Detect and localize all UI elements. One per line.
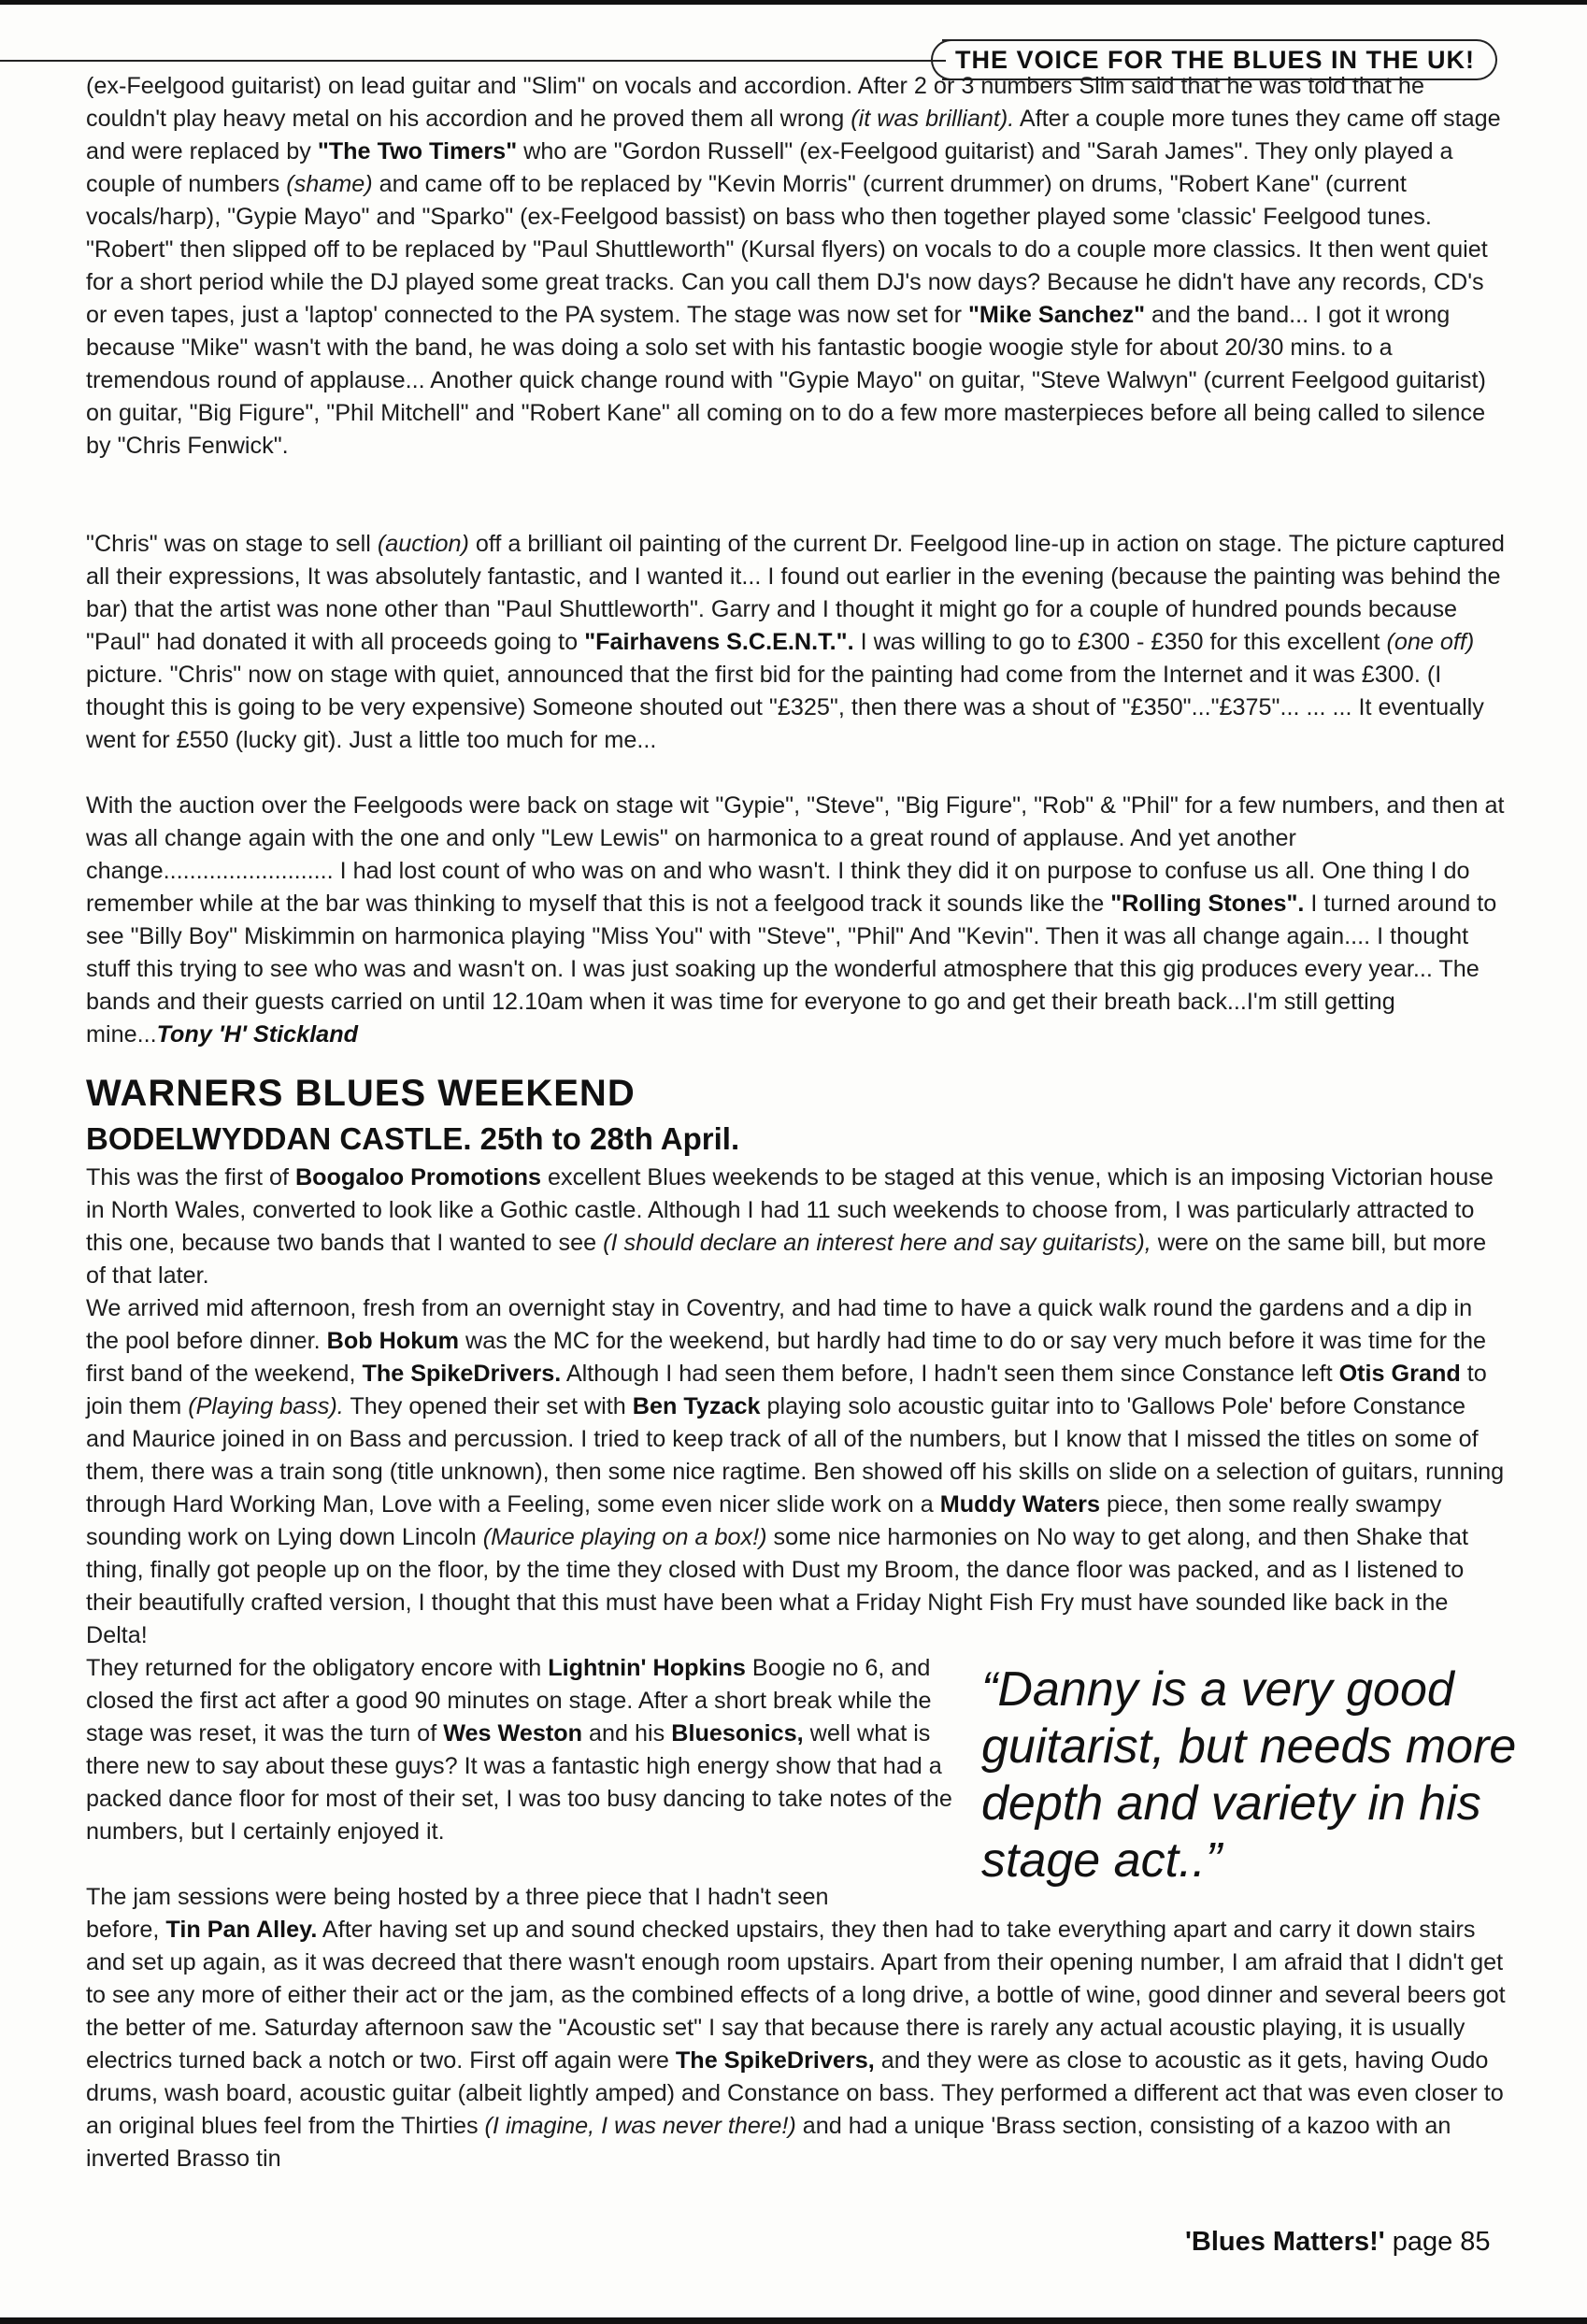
- text-run: With the auction over the Feelgoods were back on stage wit "Gypie", "Steve", "Big Figure", "Rob" & "Phil" for a few numbers, and then at was all change again with the one and only "Lew Lewis" on harmonica to a great round of applause. And yet another change.......................... I had lost count of who was on and who wasn't. I think they did it on purpose to confuse us all. One thing I do remember while at the bar was thinking to myself that this is not a feelgood track it sounds like the: [86, 792, 1505, 917]
- text-run: After having set up and sound checked upstairs, they then had to take everything apart and carry it down stairs and set up again, as it was decreed that there wasn't enough room upstairs. Apart from their opening number, I am afraid that I didn't get to see any more of either their act or the jam, as the combined effects of a long drive, a bottle of wine, good dinner and several beers got the better of me. Saturday afternoon saw the "Acoustic set" I say that because there is rarely any actual acoustic playing, it is usually electrics turned back a notch or two. First off again were: [86, 1917, 1506, 2074]
- text-run: They opened their set with: [343, 1393, 633, 1419]
- text-run: This was the first of: [86, 1164, 295, 1191]
- article2-paragraph-1: [86, 1162, 1507, 1292]
- article1-paragraph-1: [86, 70, 1507, 463]
- text-run: After a couple more tunes they came off stage and were replaced by: [86, 106, 1501, 164]
- text-run: excellent Blues weekends to be staged at this venue, which is an imposing Victorian house in North Wales, converted to look like a Gothic castle. Although I had 11 such weekends to choose from, I was particularly attracted to this one, because two bands that I wanted to see: [86, 1164, 1494, 1256]
- article2-title: WARNERS BLUES WEEKEND: [86, 1073, 636, 1114]
- emphasis-text: "Fairhavens S.C.E.N.T.".: [584, 629, 854, 655]
- text-run: some nice harmonies on No way to get along, and then Shake that thing, finally got people up on the floor, by the time they closed with Dust my Broom, the dance floor was packed, and as I listened to their beautifully crafted version, I thought that this must have been what a Friday Night Fish Fry must have sounded like back in the Delta!: [86, 1524, 1469, 1648]
- bottom-rule: [0, 2317, 1587, 2324]
- emphasis-text: Otis Grand: [1338, 1361, 1461, 1387]
- emphasis-text: (I imagine, I was never there!): [484, 2113, 796, 2139]
- top-rule: [0, 0, 1587, 5]
- text-run: off a brilliant oil painting of the current Dr. Feelgood line-up in action on stage. The picture captured all their expressions, It was absolutely fantastic, and I wanted it... I found out earlier in the evening (because the painting was behind the bar) that the artist was none other than "Paul Shuttleworth". Garry and I thought it might go for a couple of hundred pounds because "Paul" had donated it with all proceeds going to: [86, 531, 1505, 655]
- text-run: before,: [86, 1917, 166, 1943]
- header-tagline: THE VOICE FOR THE BLUES IN THE UK!: [942, 39, 1497, 80]
- emphasis-text: (Maurice playing on a box!): [482, 1524, 767, 1550]
- emphasis-text: The SpikeDrivers.: [362, 1361, 562, 1387]
- emphasis-text: Tin Pan Alley.: [165, 1917, 318, 1943]
- emphasis-text: "The Two Timers": [317, 138, 518, 164]
- text-run: I was willing to go to £300 - £350 for this excellent: [853, 629, 1387, 655]
- emphasis-text: "Mike Sanchez": [967, 302, 1146, 328]
- emphasis-text: Tony 'H' Stickland: [156, 1021, 358, 1048]
- article2-paragraph-2: [86, 1292, 1507, 1652]
- text-run: to join them: [86, 1361, 1487, 1419]
- article2-paragraph-4-continued: [86, 1914, 1507, 2175]
- text-run: They returned for the obligatory encore with: [86, 1655, 549, 1681]
- text-run: who are "Gordon Russell" (ex-Feelgood guitarist) and "Sarah James". They only played a couple of numbers: [86, 138, 1453, 197]
- header-rule: [0, 60, 946, 62]
- emphasis-text: (it was brilliant).: [851, 106, 1015, 132]
- page-footer: [1185, 2227, 1491, 2258]
- emphasis-text: (auction): [377, 531, 469, 557]
- article1-paragraph-2: [86, 528, 1507, 757]
- article1-paragraph-3: [86, 790, 1507, 1051]
- text-run: piece, then some really swampy sounding work on Lying down Lincoln: [86, 1491, 1442, 1550]
- article2-subtitle: BODELWYDDAN CASTLE. 25th to 28th April.: [86, 1121, 740, 1156]
- emphasis-text: (shame): [286, 171, 373, 197]
- text-run: We arrived mid afternoon, fresh from an overnight stay in Coventry, and had time to have a quick walk round the gardens and a dip in the pool before dinner.: [86, 1295, 1473, 1354]
- text-run: Although I had seen them before, I hadn't seen them since Constance left: [561, 1361, 1339, 1387]
- text-run: The jam sessions were being hosted by a three piece that I hadn't seen: [86, 1884, 829, 1910]
- text-run: and his: [582, 1720, 672, 1747]
- emphasis-text: Bob Hokum: [326, 1328, 459, 1354]
- magazine-name: 'Blues Matters!': [1185, 2227, 1385, 2257]
- emphasis-text: (one off): [1386, 629, 1475, 655]
- text-run: and had a unique 'Brass section, consisting of a kazoo with an inverted Brasso tin: [86, 2113, 1451, 2172]
- emphasis-text: Lightnin' Hopkins: [548, 1655, 746, 1681]
- pull-quote: “Danny is a very good guitarist, but needs more depth and variety in his stage act..”: [981, 1662, 1517, 1888]
- text-run: "Chris" was on stage to sell: [86, 531, 378, 557]
- text-run: Boogie no 6, and closed the first act after a good 90 minutes on stage. After a short break while the stage was reset, it was the turn of: [86, 1655, 932, 1747]
- page-number: page 85: [1392, 2227, 1491, 2257]
- text-run: picture. "Chris" now on stage with quiet, announced that the first bid for the painting had come from the Internet and it was £300. (I thought this is going to be very expensive) Someone shouted out "£325", then there was a shout of "£350"..."£375"... ... ... It eventually went for £550 (lucky git). Just a little too much for me...: [86, 662, 1484, 753]
- emphasis-text: Boogaloo Promotions: [294, 1164, 542, 1191]
- text-run: was the MC for the weekend, but hardly had time to do or say very much before it was time for the first band of the weekend,: [86, 1328, 1486, 1387]
- text-run: (ex-Feelgood guitarist) on lead guitar and "Slim" on vocals and accordion. After 2 or 3 numbers Slim said that he was told that he couldn't play heavy metal on his accordion and he proved them all wrong: [86, 73, 1424, 132]
- text-run: I turned around to see "Billy Boy" Miskimmin on harmonica playing "Miss You" with "Steve", "Phil" And "Kevin". Then it was all change again.... I thought stuff this trying to see who was and wasn't on. I was just soaking up the wonderful atmosphere that this gig produces every year... The bands and their guests carried on until 12.10am when it was time for everyone to go and get their breath back...I'm still getting mine...: [86, 891, 1497, 1048]
- text-run: and the band... I got it wrong because "Mike" wasn't with the band, he was doing a solo set with his fantastic boogie woogie style for about 20/30 mins. to a tremendous round of applause... Another quick change round with "Gypie Mayo" on guitar, "Steve Walwyn" (current Feelgood guitarist) on guitar, "Big Figure", "Phil Mitchell" and "Robert Kane" all coming on to do a few more masterpieces before all being called to silence by "Chris Fenwick".: [86, 302, 1486, 459]
- emphasis-text: "Rolling Stones".: [1110, 891, 1305, 917]
- emphasis-text: (I should declare an interest here and say guitarists),: [603, 1230, 1151, 1256]
- emphasis-text: The SpikeDrivers,: [675, 2047, 875, 2074]
- emphasis-text: Ben Tyzack: [632, 1393, 761, 1419]
- emphasis-text: (Playing bass).: [188, 1393, 344, 1419]
- article2-paragraph-4-start: [86, 1881, 955, 1914]
- text-run: were on the same bill, but more of that later.: [86, 1230, 1487, 1289]
- text-run: and they were as close to acoustic as it gets, having Oudo drums, wash board, acoustic guitar (albeit lightly amped) and Constance on bass. They performed a different act that was even closer to an original blues feel from the Thirties: [86, 2047, 1504, 2139]
- emphasis-text: Wes Weston: [443, 1720, 583, 1747]
- emphasis-text: Bluesonics,: [671, 1720, 804, 1747]
- text-run: well what is there new to say about these guys? It was a fantastic high energy show that had a packed dance floor for most of their set, I was too busy dancing to take notes of the numbers, but I certainly enjoyed it.: [86, 1720, 952, 1845]
- text-run: playing solo acoustic guitar into to 'Gallows Pole' before Constance and Maurice joined in on Bass and percussion. I tried to keep track of all of the numbers, but I know that I missed the titles on some of them, there was a train song (title unknown), then some nice ragtime. Ben showed off his skills on slide on a selection of guitars, running through Hard Working Man, Love with a Feeling, some even nicer slide work on a: [86, 1393, 1505, 1518]
- text-run: and came off to be replaced by "Kevin Morris" (current drummer) on drums, "Robert Kane" (current vocals/harp), "Gypie Mayo" and "Sparko" (ex-Feelgood bassist) on bass who then together played some 'classic' Feelgood tunes. "Robert" then slipped off to be replaced by "Paul Shuttleworth" (Kursal flyers) on vocals to do a couple more classics. It then went quiet for a short period while the DJ played some great tracks. Can you call them DJ's now days? Because he didn't have any records, CD's or even tapes, just a 'laptop' connected to the PA system. The stage was now set for: [86, 171, 1488, 328]
- article2-paragraph-3: [86, 1652, 955, 1848]
- emphasis-text: Muddy Waters: [939, 1491, 1100, 1518]
